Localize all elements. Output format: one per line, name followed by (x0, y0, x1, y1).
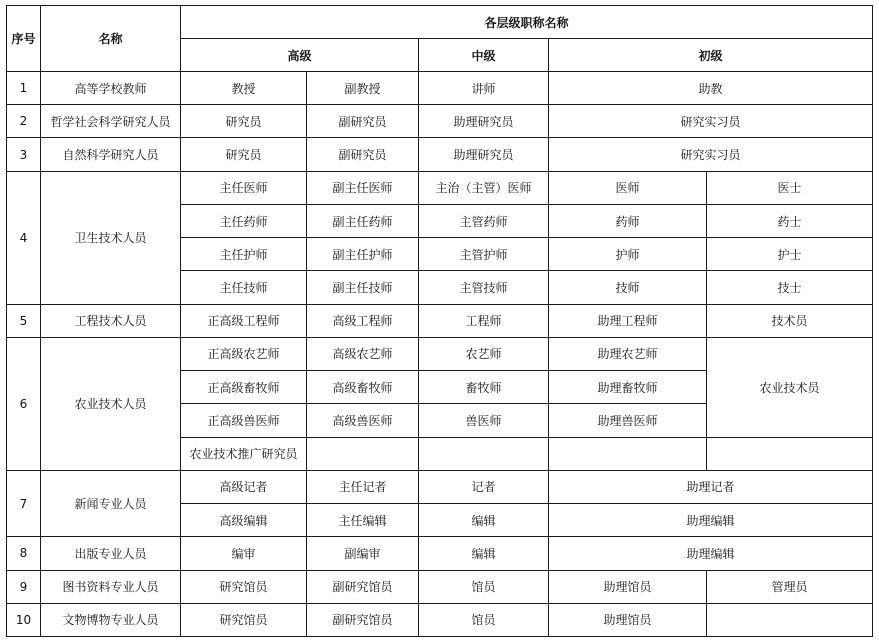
table-row (7, 304, 873, 337)
table-row (7, 470, 873, 503)
senior-full-cell: 正高级兽医师 (181, 404, 307, 437)
mid-cell: 馆员 (419, 603, 549, 636)
senior-full-cell: 农业技术推广研究员 (181, 437, 307, 470)
name-cell: 出版专业人员 (41, 537, 181, 570)
junior-cell: 助理馆员 (549, 603, 707, 636)
junior-assistant-cell: 农业技术员 (707, 337, 873, 437)
table-row (7, 171, 873, 204)
col-header-mid: 中级 (419, 39, 549, 72)
col-header-junior: 初级 (549, 39, 873, 72)
name-cell: 自然科学研究人员 (41, 138, 181, 171)
mid-cell: 工程师 (419, 304, 549, 337)
name-cell: 高等学校教师 (41, 72, 181, 105)
senior-deputy-cell: 主任记者 (307, 470, 419, 503)
senior-deputy-cell: 副研究员 (307, 105, 419, 138)
junior-cell: 医师 (549, 171, 707, 204)
name-cell: 卫生技术人员 (41, 171, 181, 304)
senior-full-cell: 研究馆员 (181, 603, 307, 636)
title-table (6, 5, 873, 637)
junior-cell: 助理记者 (549, 470, 873, 503)
seq-cell: 1 (7, 72, 41, 105)
seq-cell: 7 (7, 470, 41, 536)
senior-deputy-cell: 副主任药师 (307, 204, 419, 237)
junior-assistant-cell: 医士 (707, 171, 873, 204)
mid-cell: 主管药师 (419, 204, 549, 237)
mid-cell: 主治（主管）医师 (419, 171, 549, 204)
senior-full-cell: 正高级畜牧师 (181, 371, 307, 404)
senior-deputy-cell: 副主任技师 (307, 271, 419, 304)
senior-full-cell: 高级编辑 (181, 504, 307, 537)
col-header-group: 各层级职称名称 (181, 6, 873, 39)
senior-deputy-cell: 副研究馆员 (307, 603, 419, 636)
name-cell: 哲学社会科学研究人员 (41, 105, 181, 138)
seq-cell: 9 (7, 570, 41, 603)
mid-cell: 记者 (419, 470, 549, 503)
seq-cell: 4 (7, 171, 41, 304)
mid-cell: 讲师 (419, 72, 549, 105)
col-header-seq: 序号 (7, 6, 41, 72)
seq-cell: 5 (7, 304, 41, 337)
mid-cell: 主管技师 (419, 271, 549, 304)
seq-cell: 6 (7, 337, 41, 470)
senior-full-cell: 编审 (181, 537, 307, 570)
junior-cell: 护师 (549, 238, 707, 271)
header-row-1 (7, 6, 873, 39)
junior-cell: 助理馆员 (549, 570, 707, 603)
junior-cell: 助理编辑 (549, 504, 873, 537)
table-row (7, 337, 873, 370)
junior-assistant-cell: 药士 (707, 204, 873, 237)
senior-deputy-cell: 副编审 (307, 537, 419, 570)
mid-cell: 馆员 (419, 570, 549, 603)
junior-assistant-cell: 管理员 (707, 570, 873, 603)
senior-full-cell: 教授 (181, 72, 307, 105)
empty-cell (419, 437, 549, 470)
senior-deputy-cell: 高级工程师 (307, 304, 419, 337)
col-header-senior: 高级 (181, 39, 419, 72)
junior-cell: 助理编辑 (549, 537, 873, 570)
senior-full-cell: 正高级工程师 (181, 304, 307, 337)
junior-assistant-cell: 技士 (707, 271, 873, 304)
senior-deputy-cell: 主任编辑 (307, 504, 419, 537)
table-row (7, 138, 873, 171)
senior-full-cell: 研究员 (181, 105, 307, 138)
junior-cell: 研究实习员 (549, 138, 873, 171)
empty-cell (549, 437, 707, 470)
senior-full-cell: 研究员 (181, 138, 307, 171)
name-cell: 图书资料专业人员 (41, 570, 181, 603)
senior-deputy-cell: 高级畜牧师 (307, 371, 419, 404)
senior-deputy-cell: 高级兽医师 (307, 404, 419, 437)
senior-deputy-cell: 副教授 (307, 72, 419, 105)
senior-full-cell: 主任护师 (181, 238, 307, 271)
seq-cell: 3 (7, 138, 41, 171)
mid-cell: 编辑 (419, 537, 549, 570)
senior-deputy-cell: 副主任护师 (307, 238, 419, 271)
junior-cell: 助理兽医师 (549, 404, 707, 437)
junior-cell: 助教 (549, 72, 873, 105)
name-cell: 新闻专业人员 (41, 470, 181, 536)
seq-cell: 8 (7, 537, 41, 570)
junior-cell: 助理工程师 (549, 304, 707, 337)
senior-full-cell: 主任技师 (181, 271, 307, 304)
empty-cell (307, 437, 419, 470)
mid-cell: 农艺师 (419, 337, 549, 370)
table-row (7, 537, 873, 570)
senior-full-cell: 高级记者 (181, 470, 307, 503)
mid-cell: 编辑 (419, 504, 549, 537)
table-row (7, 72, 873, 105)
mid-cell: 主管护师 (419, 238, 549, 271)
senior-deputy-cell: 高级农艺师 (307, 337, 419, 370)
name-cell: 工程技术人员 (41, 304, 181, 337)
empty-cell (707, 437, 873, 470)
junior-cell: 助理农艺师 (549, 337, 707, 370)
junior-cell: 研究实习员 (549, 105, 873, 138)
table-row (7, 603, 873, 636)
col-header-name: 名称 (41, 6, 181, 72)
junior-cell: 助理畜牧师 (549, 371, 707, 404)
seq-cell: 2 (7, 105, 41, 138)
empty-cell (707, 603, 873, 636)
mid-cell: 畜牧师 (419, 371, 549, 404)
senior-full-cell: 正高级农艺师 (181, 337, 307, 370)
junior-assistant-cell: 护士 (707, 238, 873, 271)
table-row (7, 105, 873, 138)
mid-cell: 兽医师 (419, 404, 549, 437)
senior-deputy-cell: 副研究员 (307, 138, 419, 171)
mid-cell: 助理研究员 (419, 138, 549, 171)
senior-deputy-cell: 副研究馆员 (307, 570, 419, 603)
junior-assistant-cell: 技术员 (707, 304, 873, 337)
name-cell: 文物博物专业人员 (41, 603, 181, 636)
name-cell: 农业技术人员 (41, 337, 181, 470)
senior-full-cell: 主任药师 (181, 204, 307, 237)
senior-full-cell: 主任医师 (181, 171, 307, 204)
table-row (7, 570, 873, 603)
senior-deputy-cell: 副主任医师 (307, 171, 419, 204)
seq-cell: 10 (7, 603, 41, 636)
mid-cell: 助理研究员 (419, 105, 549, 138)
senior-full-cell: 研究馆员 (181, 570, 307, 603)
junior-cell: 药师 (549, 204, 707, 237)
junior-cell: 技师 (549, 271, 707, 304)
